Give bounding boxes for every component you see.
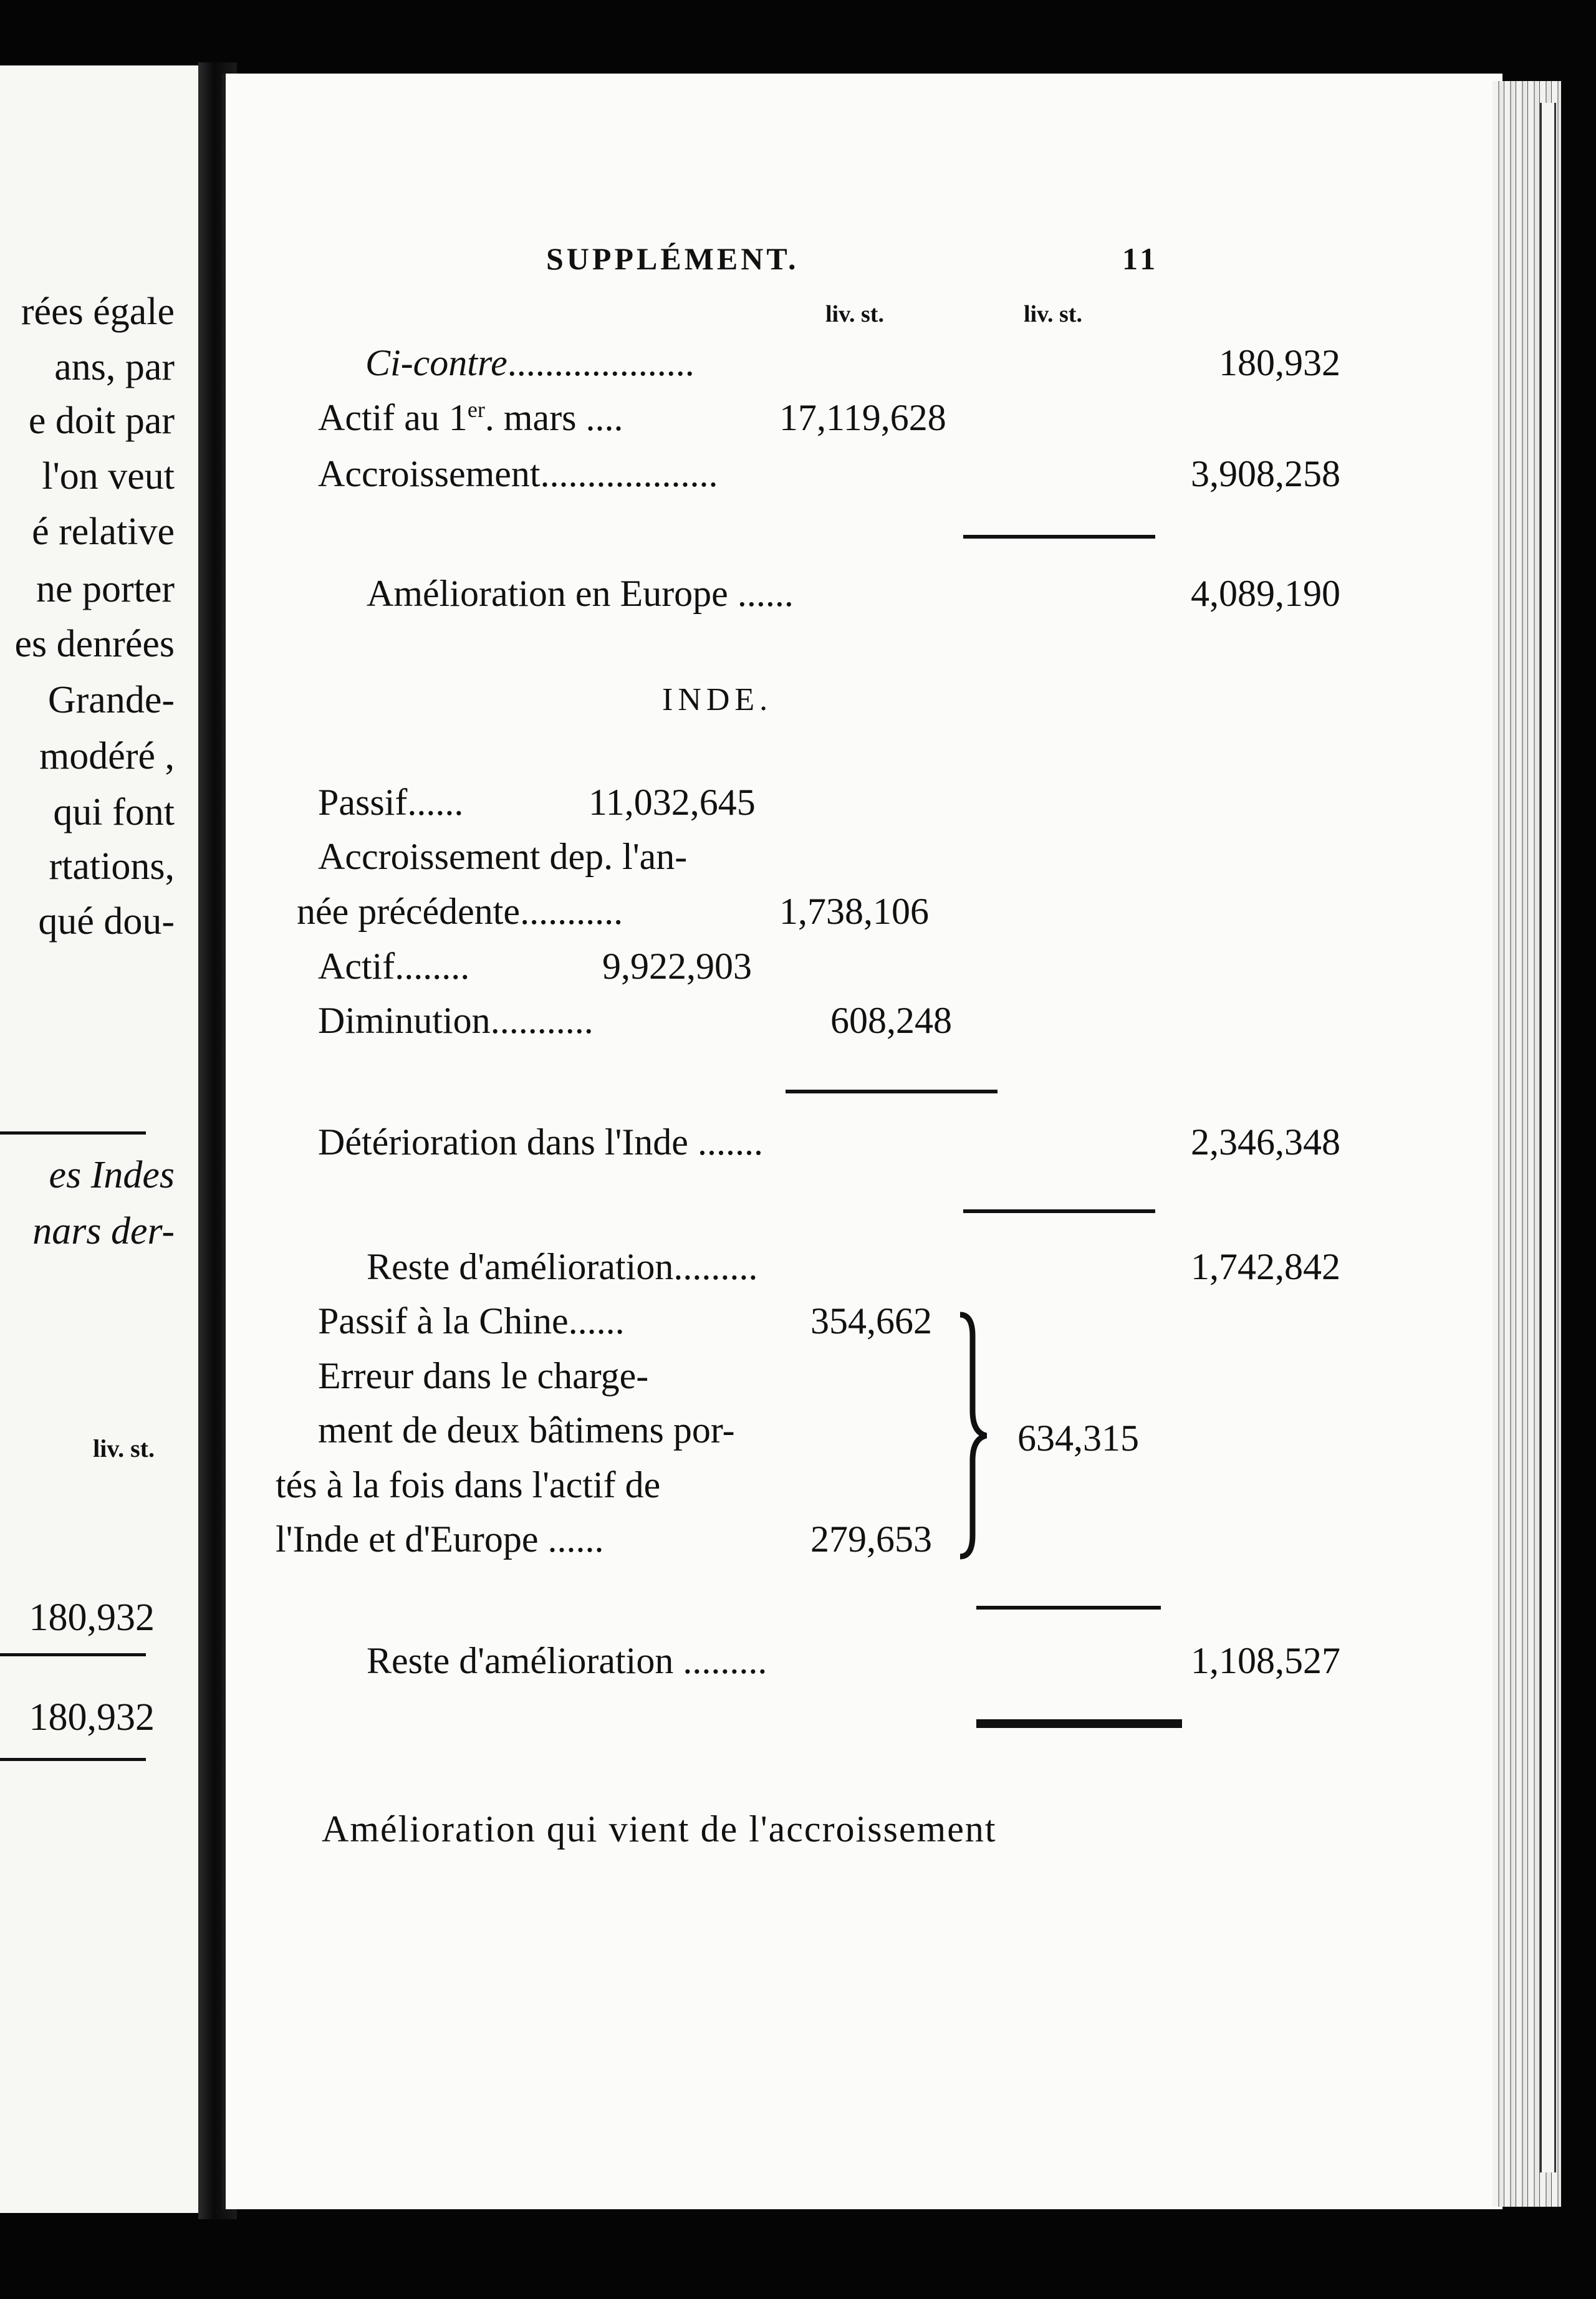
left-text-line: l'on veut	[42, 455, 175, 497]
row-value: 2,346,348	[1191, 1121, 1340, 1163]
sum-rule	[963, 1209, 1155, 1213]
page	[222, 74, 1502, 2209]
ledger-row: Passif......	[318, 782, 464, 823]
left-text-line: ne porter	[36, 568, 175, 610]
row-label: Actif au 1	[318, 397, 468, 438]
row-label: Reste d'amélioration	[367, 1640, 674, 1681]
ledger-row: née précédente...........	[297, 891, 623, 932]
section-title: INDE.	[662, 682, 773, 718]
superscript: er	[467, 397, 485, 422]
row-label: Détérioration dans l'Inde	[318, 1121, 688, 1163]
row-label-end: . mars ....	[484, 397, 623, 438]
left-rule	[0, 1131, 146, 1135]
row-value: 354,662	[810, 1300, 932, 1341]
ledger-row: l'Inde et d'Europe ......	[276, 1519, 604, 1560]
left-italic-line: es Indes	[49, 1154, 175, 1196]
left-rule	[0, 1653, 146, 1656]
row-value: 608,248	[830, 1000, 952, 1041]
left-text-line: rtations,	[49, 845, 175, 888]
row-label: née précédente	[297, 891, 521, 932]
row-value: 1,108,527	[1191, 1640, 1340, 1681]
sum-rule	[786, 1090, 998, 1093]
left-text-line: rées égale	[21, 290, 175, 333]
row-value: 1,742,842	[1191, 1246, 1340, 1287]
left-text-line: Grande-	[47, 679, 175, 721]
left-italic-line: nars der-	[32, 1210, 175, 1252]
text-line: Amélioration qui vient de l'accroissement	[322, 1808, 997, 1850]
text-line: Erreur dans le charge-	[318, 1355, 649, 1396]
row-value: 4,089,190	[1191, 573, 1340, 614]
row-label: Diminution	[318, 1000, 491, 1041]
row-value: 180,932	[1219, 342, 1340, 383]
ledger-row: Accroissement...................	[318, 453, 718, 494]
left-text-line: qué dou-	[38, 900, 175, 943]
row-label: Passif à la Chine	[318, 1300, 569, 1341]
sum-rule	[963, 535, 1155, 539]
ledger-row: Détérioration dans l'Inde .......	[318, 1121, 763, 1163]
left-text-line: e doit par	[28, 400, 175, 442]
previous-page	[0, 65, 198, 2213]
ledger-row: Ci-contre....................	[365, 342, 695, 383]
brace-total: 634,315	[1017, 1418, 1139, 1459]
left-value: 180,932	[29, 1596, 155, 1639]
row-label: l'Inde et d'Europe	[276, 1519, 539, 1560]
ledger-row: Diminution...........	[318, 1000, 594, 1041]
left-text-line: ans, par	[54, 346, 175, 388]
left-text-line: qui font	[53, 791, 175, 833]
left-rule	[0, 1758, 146, 1761]
row-label: Reste d'amélioration	[367, 1246, 674, 1287]
ledger-row: Amélioration en Europe ......	[367, 573, 794, 614]
row-label: Amélioration en Europe	[367, 573, 728, 614]
row-value: 11,032,645	[589, 782, 756, 823]
left-text-line: é relative	[32, 511, 175, 553]
row-value: 279,653	[810, 1519, 932, 1560]
ledger-row: Passif à la Chine......	[318, 1300, 625, 1341]
row-label: Passif	[318, 782, 408, 823]
row-label: Actif	[318, 946, 395, 987]
row-value: 9,922,903	[602, 946, 752, 987]
page-number: 11	[1122, 241, 1160, 276]
left-column-head: liv. st.	[93, 1434, 155, 1462]
ledger-row: Actif........	[318, 946, 470, 987]
left-text-line: modéré ,	[39, 735, 175, 777]
row-value: 3,908,258	[1191, 453, 1340, 494]
ledger-row: Reste d'amélioration .........	[367, 1640, 767, 1681]
sum-rule	[976, 1606, 1161, 1610]
text-line: ment de deux bâtimens por-	[318, 1409, 735, 1451]
text-line: Accroissement dep. l'an-	[318, 836, 688, 877]
ledger-row: Reste d'amélioration.........	[367, 1246, 758, 1287]
row-label: Accroissement	[318, 453, 541, 494]
row-value: 1,738,106	[779, 891, 929, 932]
row-label: Ci-contre	[365, 342, 507, 383]
page-edge-strip	[1540, 103, 1556, 2172]
row-value: 17,119,628	[779, 397, 946, 438]
double-sum-rule	[976, 1719, 1182, 1728]
text-line: tés à la fois dans l'actif de	[276, 1464, 661, 1505]
curly-brace-icon	[954, 1311, 991, 1560]
running-head: SUPPLÉMENT.	[546, 241, 799, 276]
left-text-line: es denrées	[14, 623, 175, 665]
ledger-row	[318, 396, 623, 439]
column-head: liv. st.	[1024, 301, 1082, 327]
left-value: 180,932	[29, 1696, 155, 1739]
column-head: liv. st.	[825, 301, 884, 327]
